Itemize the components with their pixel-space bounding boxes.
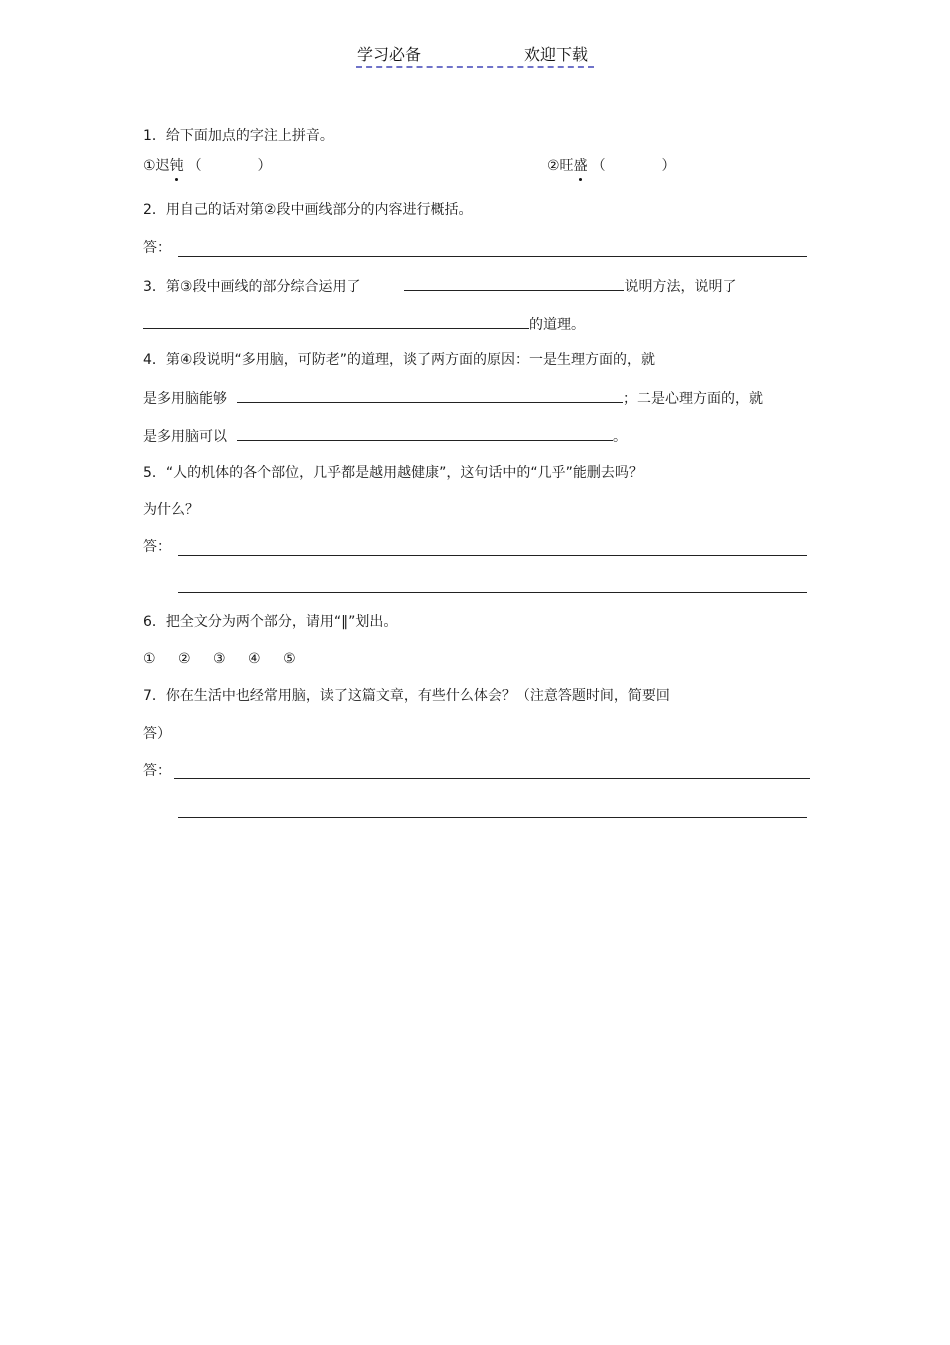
q4-line-3 <box>143 425 627 447</box>
q4-text-2a: 是多用脑能够 <box>143 391 227 407</box>
q3-blank-1[interactable] <box>404 275 624 291</box>
q3-text-3: 的道理。 <box>529 317 585 333</box>
q1-b-paren: （ ） <box>591 158 676 174</box>
q6-paragraph-marks <box>143 649 314 669</box>
q7-answer-label: 答： <box>143 763 171 779</box>
q3-text-2: 说明方法，说明了 <box>624 279 737 295</box>
q4-text-2b: ；二是心理方面的，就 <box>623 391 763 407</box>
q7-answer-line-1[interactable] <box>174 778 810 779</box>
q4-line-2 <box>143 387 763 409</box>
q6-mark-5: ⑤ <box>283 651 296 667</box>
question-7: 7．你在生活中也经常用脑，读了这篇文章，有些什么体会？（注意答题时间，简要回 <box>143 688 670 704</box>
q7-line-2: 答） <box>143 726 171 742</box>
q5-answer-label: 答： <box>143 539 171 555</box>
q6-mark-2: ② <box>178 651 191 667</box>
q3-text-1: 3．第③段中画线的部分综合运用了 <box>143 279 361 295</box>
q1-a-label: ①迟 <box>143 158 170 174</box>
q2-answer-label: 答： <box>143 240 171 256</box>
q4-blank-1[interactable] <box>237 387 623 403</box>
q1-a-dotted-char: 钝 <box>169 158 184 174</box>
header-left-text: 学习必备 <box>357 45 422 64</box>
q4-text-3b: 。 <box>613 429 627 445</box>
q6-mark-1: ① <box>143 651 156 667</box>
q5-line-2: 为什么？ <box>143 502 199 518</box>
question-3 <box>143 275 736 297</box>
page-header <box>356 42 594 68</box>
q1-item-a <box>143 156 272 176</box>
question-6: 6．把全文分为两个部分，请用“‖”划出。 <box>143 614 398 630</box>
q6-mark-4: ④ <box>248 651 261 667</box>
header-right-text: 欢迎下载 <box>523 45 588 64</box>
q3-blank-2[interactable] <box>143 313 529 329</box>
question-2: 2．用自己的话对第②段中画线部分的内容进行概括。 <box>143 202 473 218</box>
q2-answer-line[interactable] <box>178 256 807 257</box>
question-5: 5．“人的机体的各个部位，几乎都是越用越健康”，这句话中的“几乎”能删去吗？ <box>143 465 643 481</box>
question-1: 1．给下面加点的字注上拼音。 <box>143 128 334 144</box>
q1-b-dotted-char: 盛 <box>573 158 588 174</box>
q1-b-label: ②旺 <box>547 158 574 174</box>
q7-answer-line-2[interactable] <box>178 817 807 818</box>
q4-text-3a: 是多用脑可以 <box>143 429 227 445</box>
q5-answer-line-2[interactable] <box>178 592 807 593</box>
q5-answer-line-1[interactable] <box>178 555 807 556</box>
q6-mark-3: ③ <box>213 651 226 667</box>
q1-item-b <box>547 156 676 176</box>
question-4: 4．第④段说明“多用脑，可防老”的道理，谈了两方面的原因：一是生理方面的，就 <box>143 352 655 368</box>
q4-blank-2[interactable] <box>237 425 613 441</box>
q3-line-2 <box>143 313 585 335</box>
q1-a-paren: （ ） <box>187 158 272 174</box>
